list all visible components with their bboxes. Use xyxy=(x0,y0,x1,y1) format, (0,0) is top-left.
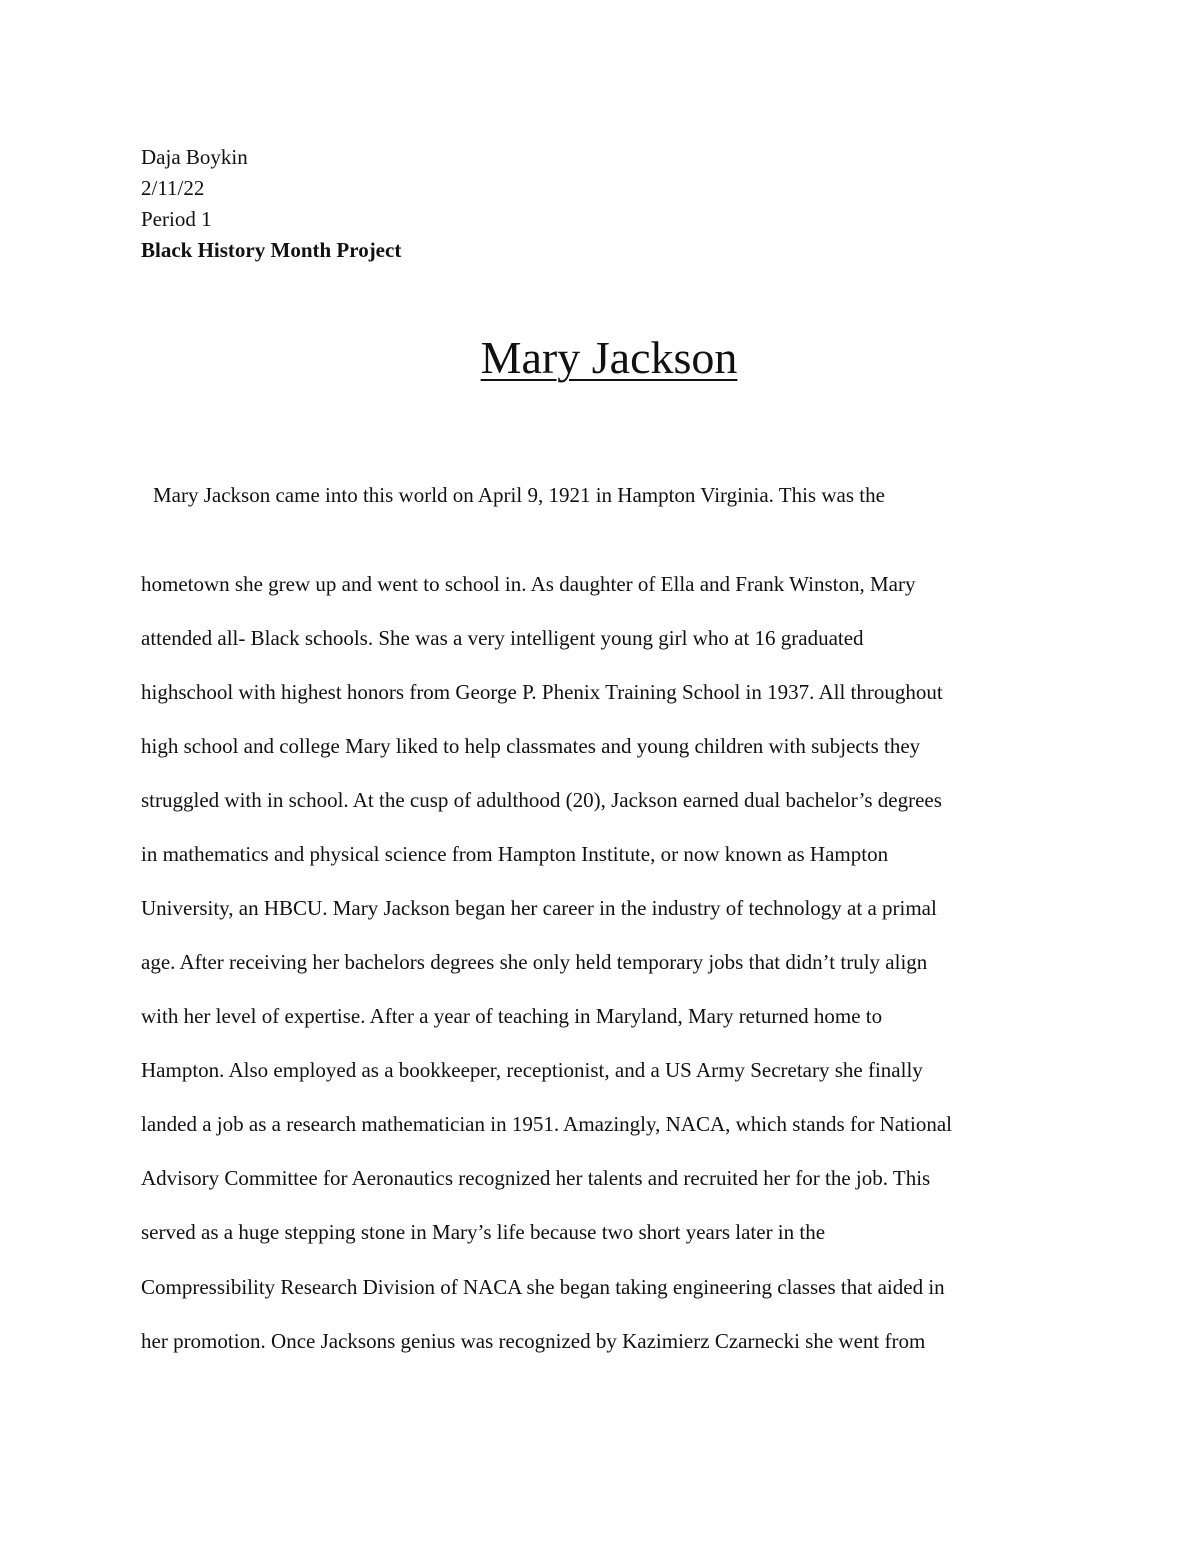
paragraph-line-6: struggled with in school. At the cusp of adulthood (20), Jackson earned dual bachelor’s degrees xyxy=(141,788,942,812)
paragraph-line-3: attended all- Black schools. She was a very intelligent young girl who at 16 graduated xyxy=(141,626,864,650)
paragraph-line-12: landed a job as a research mathematician in 1951. Amazingly, NACA, which stands for National xyxy=(141,1112,952,1136)
header-block xyxy=(141,142,401,266)
project-title: Black History Month Project xyxy=(141,238,402,262)
paragraph-line-9: age. After receiving her bachelors degrees she only held temporary jobs that didn’t truly align xyxy=(141,950,928,974)
author-name: Daja Boykin xyxy=(141,145,248,169)
paragraph-line-7: in mathematics and physical science from Hampton Institute, or now known as Hampton xyxy=(141,842,889,866)
paragraph-line-15: Compressibility Research Division of NACA she began taking engineering classes that aided in xyxy=(141,1275,945,1299)
paragraph-line-5: high school and college Mary liked to help classmates and young children with subjects they xyxy=(141,734,921,758)
paragraph-line-13: Advisory Committee for Aeronautics recognized her talents and recruited her for the job. This xyxy=(141,1166,931,1190)
paragraph-line-16: her promotion. Once Jacksons genius was recognized by Kazimierz Czarnecki she went from xyxy=(141,1329,926,1353)
page-title: Mary Jackson xyxy=(480,332,738,383)
period-line: Period 1 xyxy=(141,207,212,231)
date-line: 2/11/22 xyxy=(141,176,205,200)
paragraph-line-4: highschool with highest honors from George P. Phenix Training School in 1937. All throughout xyxy=(141,680,943,704)
paragraph-line-2: hometown she grew up and went to school in. As daughter of Ella and Frank Winston, Mary xyxy=(141,572,916,596)
paragraph-line-11: Hampton. Also employed as a bookkeeper, receptionist, and a US Army Secretary she finally xyxy=(141,1058,923,1082)
paragraph-line-8: University, an HBCU. Mary Jackson began her career in the industry of technology at a primal xyxy=(141,896,937,920)
paragraph-line-10: with her level of expertise. After a year of teaching in Maryland, Mary returned home to xyxy=(141,1004,883,1028)
paragraph-line-1: Mary Jackson came into this world on April 9, 1921 in Hampton Virginia. This was the xyxy=(153,483,885,507)
paragraph-line-14: served as a huge stepping stone in Mary’s life because two short years later in the xyxy=(141,1220,826,1244)
